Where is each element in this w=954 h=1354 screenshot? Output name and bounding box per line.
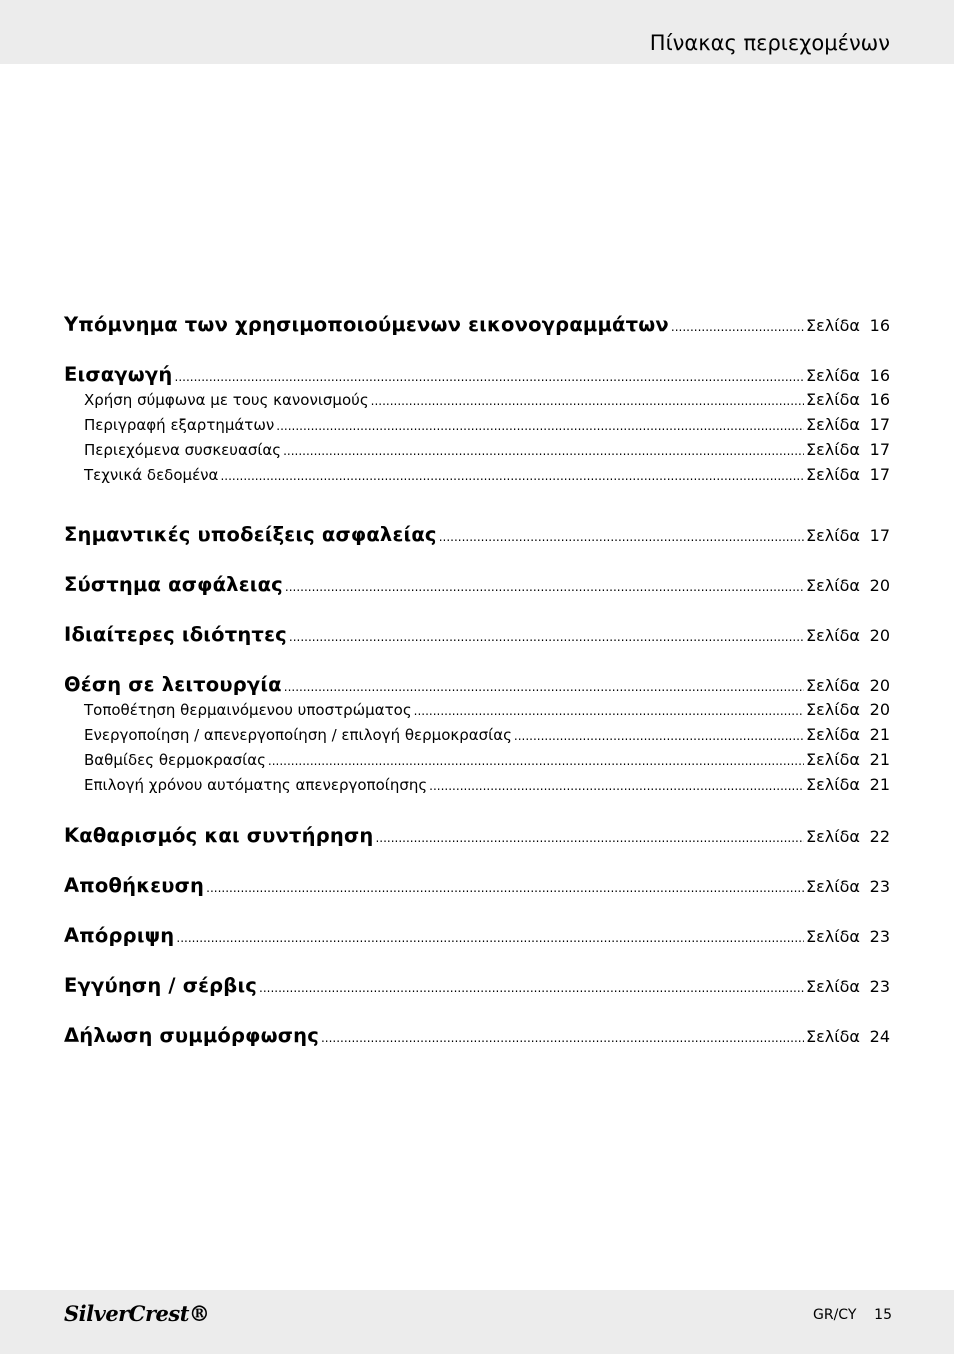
dot-leader	[671, 320, 804, 334]
toc-page-word: Σελίδα	[806, 415, 860, 434]
toc-entry[interactable]	[64, 874, 890, 897]
toc-entry-label: Εγγύηση / σέρβις	[64, 974, 258, 997]
dot-leader	[285, 580, 804, 594]
toc-page-word: Σελίδα	[806, 1027, 860, 1046]
toc-page-number: 17	[869, 465, 890, 484]
dot-leader	[375, 831, 804, 845]
dot-leader	[439, 530, 804, 544]
toc-page-word: Σελίδα	[806, 676, 860, 695]
toc-subentry[interactable]	[84, 750, 890, 769]
dot-leader	[268, 754, 804, 768]
toc-entry-label: Τεχνικά δεδομένα	[84, 466, 219, 484]
toc-entry[interactable]	[64, 623, 890, 646]
toc-page-word: Σελίδα	[806, 366, 860, 385]
toc-entry[interactable]	[64, 924, 890, 947]
toc-subentry[interactable]	[84, 415, 890, 434]
toc-page-word: Σελίδα	[806, 526, 860, 545]
toc-page-word: Σελίδα	[806, 725, 860, 744]
toc-subentry[interactable]	[84, 700, 890, 719]
toc-page-word: Σελίδα	[806, 576, 860, 595]
toc-subentry[interactable]	[84, 440, 890, 459]
toc-subentry[interactable]	[84, 775, 890, 794]
toc-entry-label: Απόρριψη	[64, 924, 175, 947]
dot-leader	[276, 419, 804, 433]
toc-page-word: Σελίδα	[806, 700, 860, 719]
toc-page-word: Σελίδα	[806, 390, 860, 409]
toc-page-number: 17	[869, 440, 890, 459]
toc-page-word: Σελίδα	[806, 977, 860, 996]
toc-subentry[interactable]	[84, 465, 890, 484]
toc-page-word: Σελίδα	[806, 440, 860, 459]
footer-locale: GR/CY	[813, 1307, 857, 1323]
toc-entry[interactable]	[64, 573, 890, 596]
dot-leader	[321, 1031, 804, 1045]
toc-entry-label: Δήλωση συμμόρφωσης	[64, 1024, 319, 1047]
toc-page-word: Σελίδα	[806, 626, 860, 645]
toc-page-word: Σελίδα	[806, 775, 860, 794]
dot-leader	[429, 779, 804, 793]
toc-entry-label: Αποθήκευση	[64, 874, 205, 897]
toc-entry-label: Βαθμίδες θερμοκρασίας	[84, 751, 266, 769]
toc-entry[interactable]	[64, 673, 890, 696]
toc-page-number: 20	[869, 626, 890, 645]
toc-entry-label: Χρήση σύμφωνα με τους κανονισμούς	[84, 391, 369, 409]
toc-page-number: 16	[869, 366, 890, 385]
dot-leader	[206, 881, 804, 895]
toc-entry-label: Τοποθέτηση θερμαινόμενου υποστρώματος	[84, 701, 412, 719]
toc-page-word: Σελίδα	[806, 465, 860, 484]
toc-entry[interactable]	[64, 523, 890, 546]
dot-leader	[371, 394, 804, 408]
dot-leader	[289, 630, 804, 644]
dot-leader	[514, 729, 804, 743]
toc-page-number: 23	[869, 977, 890, 996]
dot-leader	[259, 981, 804, 995]
toc-page-word: Σελίδα	[806, 927, 860, 946]
toc-page-number: 21	[869, 775, 890, 794]
toc-subentry[interactable]	[84, 725, 890, 744]
toc-entry-label: Ιδιαίτερες ιδιότητες	[64, 623, 287, 646]
dot-leader	[175, 370, 805, 384]
toc-entry-label: Υπόμνημα των χρησιμοποιούμενων εικονογραμμάτων	[64, 313, 669, 336]
toc-page-number: 23	[869, 927, 890, 946]
toc-entry-label: Σύστημα ασφάλειας	[64, 573, 283, 596]
toc-page-number: 16	[869, 316, 890, 335]
toc-entry[interactable]	[64, 824, 890, 847]
page-title: Πίνακας περιεχομένων	[649, 31, 890, 55]
toc-entry-label: Θέση σε λειτουργία	[64, 673, 282, 696]
toc-page-number: 20	[869, 676, 890, 695]
toc-page-number: 17	[869, 526, 890, 545]
dot-leader	[284, 680, 804, 694]
toc-page-word: Σελίδα	[806, 827, 860, 846]
toc-entry[interactable]	[64, 1024, 890, 1047]
toc-entry[interactable]	[64, 363, 890, 386]
toc-page-number: 20	[869, 576, 890, 595]
toc-page-word: Σελίδα	[806, 877, 860, 896]
toc-page-word: Σελίδα	[806, 316, 860, 335]
dot-leader	[176, 931, 804, 945]
brand-logo: SilverCrest®	[64, 1301, 210, 1326]
toc-entry-label: Περιεχόμενα συσκευασίας	[84, 441, 282, 459]
toc-entry-label: Ενεργοποίηση / απενεργοποίηση / επιλογή θερμοκρασίας	[84, 726, 512, 744]
toc-page-word: Σελίδα	[806, 750, 860, 769]
toc-entry-label: Περιγραφή εξαρτημάτων	[84, 416, 275, 434]
toc-entry[interactable]	[64, 974, 890, 997]
toc-entry[interactable]	[64, 313, 890, 336]
dot-leader	[220, 469, 804, 483]
toc-page-number: 22	[869, 827, 890, 846]
toc-page-number: 17	[869, 415, 890, 434]
toc-entry-label: Επιλογή χρόνου αυτόματης απενεργοποίησης	[84, 776, 428, 794]
dot-leader	[283, 444, 804, 458]
dot-leader	[414, 704, 804, 718]
toc-page-number: 21	[869, 750, 890, 769]
toc-page-number: 24	[869, 1027, 890, 1046]
toc-entry-label: Καθαρισμός και συντήρηση	[64, 824, 374, 847]
toc-page-number: 23	[869, 877, 890, 896]
toc-page-number: 21	[869, 725, 890, 744]
toc-entry-label: Εισαγωγή	[64, 363, 173, 386]
toc-entry-label: Σημαντικές υποδείξεις ασφαλείας	[64, 523, 437, 546]
footer-page-number: 15	[874, 1307, 892, 1323]
toc-subentry[interactable]	[84, 390, 890, 409]
toc-page-number: 20	[869, 700, 890, 719]
toc-page-number: 16	[869, 390, 890, 409]
header-band	[0, 0, 954, 64]
